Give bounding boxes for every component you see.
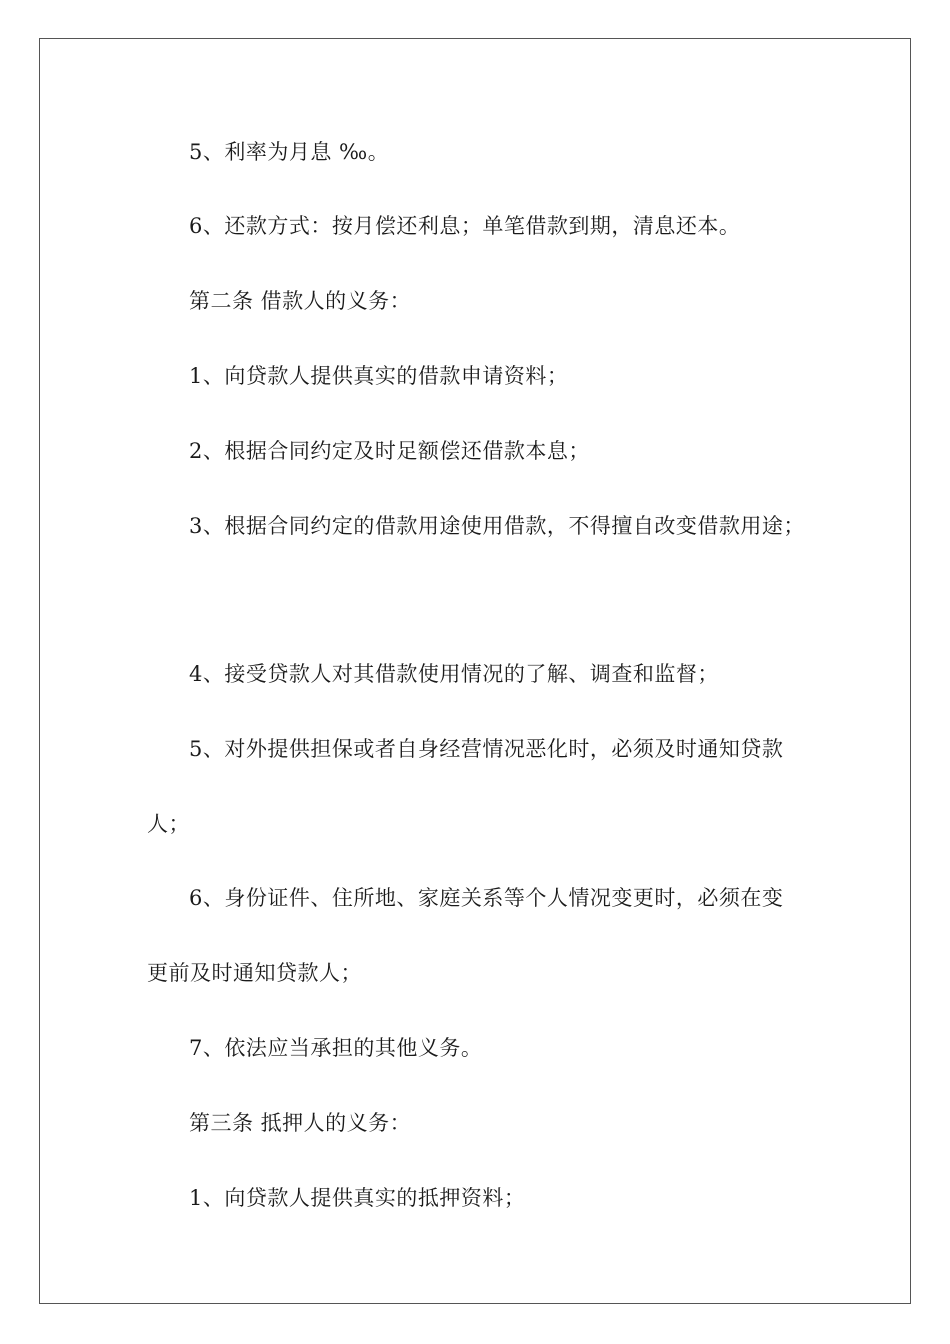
borrower-duty-4: 4、接受贷款人对其借款使用情况的了解、调查和监督； [189,662,719,686]
paragraph-interest-rate: 5、利率为月息 ‰。 [189,140,390,164]
borrower-duty-2: 2、根据合同约定及时足额偿还借款本息； [189,439,590,463]
borrower-duty-5: 5、对外提供担保或者自身经营情况恶化时，必须及时通知贷款 [189,737,784,761]
borrower-duty-1: 1、向贷款人提供真实的借款申请资料； [189,364,569,388]
borrower-duty-5-continued: 人； [147,812,190,836]
borrower-duty-7: 7、依法应当承担的其他义务。 [189,1036,483,1060]
paragraph-repayment-method: 6、还款方式：按月偿还利息；单笔借款到期，清息还本。 [189,214,741,238]
heading-article-2: 第二条 借款人的义务： [189,289,412,313]
borrower-duty-6-continued: 更前及时通知贷款人； [147,961,362,985]
borrower-duty-3: 3、根据合同约定的借款用途使用借款，不得擅自改变借款用途； [189,514,805,538]
mortgagor-duty-1: 1、向贷款人提供真实的抵押资料； [189,1186,526,1210]
borrower-duty-6: 6、身份证件、住所地、家庭关系等个人情况变更时，必须在变 [189,886,784,910]
heading-article-3: 第三条 抵押人的义务： [189,1111,412,1135]
